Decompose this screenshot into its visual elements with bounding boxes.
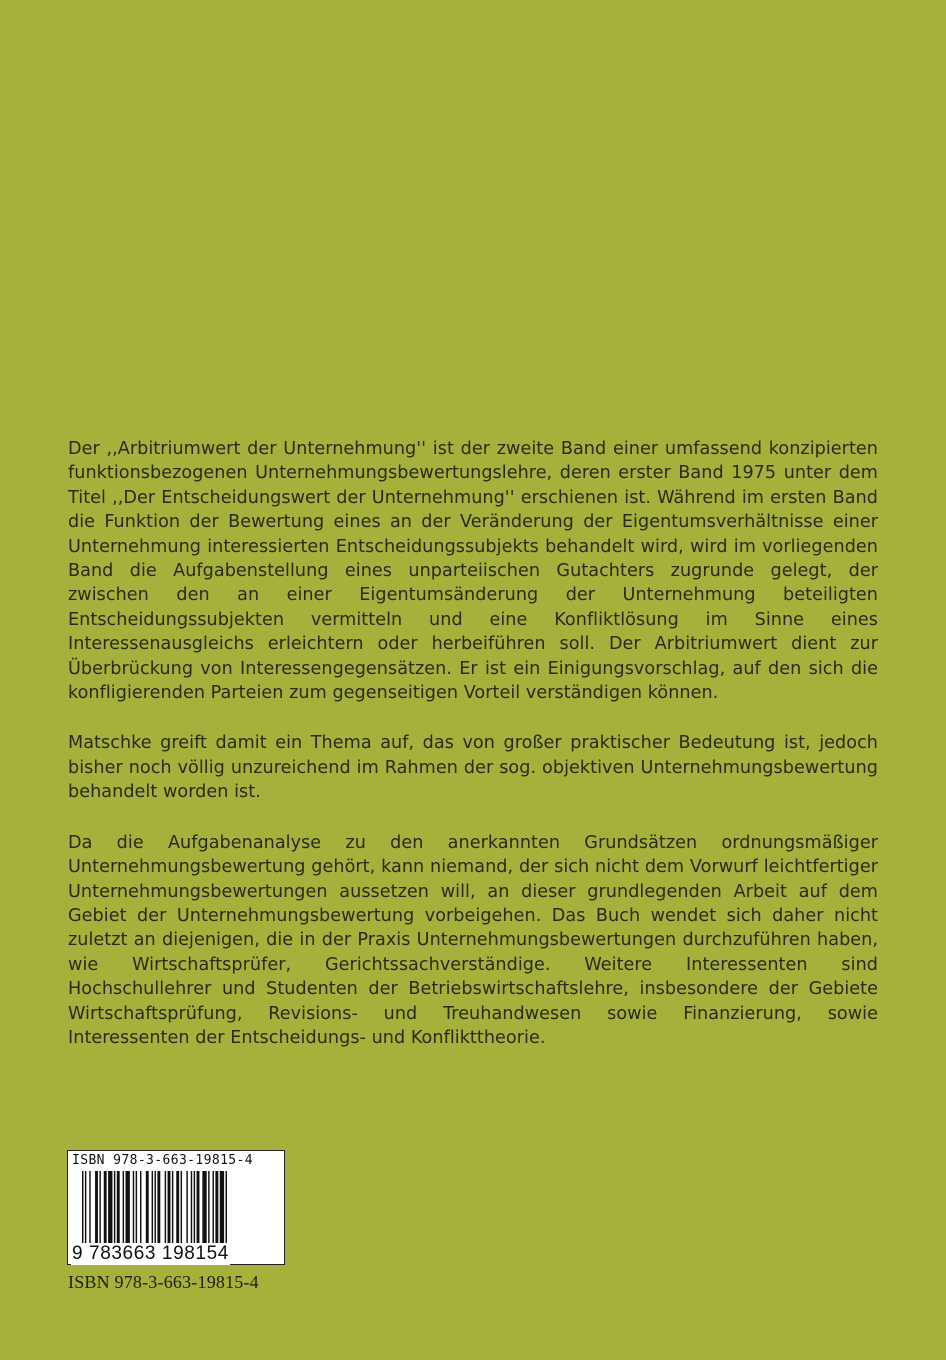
barcode-bar	[186, 1171, 187, 1245]
barcode-bar	[85, 1171, 86, 1245]
barcode-isbn-label: ISBN 978-3-663-19815-4	[72, 1153, 253, 1168]
barcode-bar	[176, 1171, 179, 1245]
barcode-bar	[202, 1171, 206, 1245]
barcode-bar	[95, 1171, 98, 1245]
isbn-barcode	[67, 1150, 285, 1265]
barcode-bar	[133, 1171, 134, 1245]
barcode-bar	[208, 1171, 209, 1245]
barcode-bar	[152, 1171, 153, 1245]
blurb-paragraph-1: Der ,,Arbitriumwert der Unternehmung'' ist der zweite Band einer umfassend konzipierten funktionsbezogenen Unternehmungsbewertungslehre, deren erster Band 1975 unter dem Titel ,,Der Entscheidungswert der Unternehmung'' erschienen ist. Während im ersten Band die Funktion der Bewertung eines an der Veränderung der Eigentumsverhältnisse einer Unternehmung interessierten Entscheidungssubjekts behandelt wird, wird im vorliegenden Band die Aufgabenstellung eines unparteiischen Gutachters zugrunde gelegt, der zwischen den an einer Eigentumsänderung der Unternehmung beteiligten Entscheidungssubjekten vermitteln und eine Konfliktlösung im Sinne eines Interessenausgleichs erleichtern oder herbeiführen soll. Der Arbitriumwert dient zur Überbrückung von Interessengegensätzen. Er ist ein Einigungsvorschlag, auf den sich die konfligierenden Parteien zum gegenseitigen Vorteil verständigen können.	[68, 439, 878, 704]
barcode-bar	[194, 1171, 195, 1245]
barcode-bar	[155, 1171, 156, 1245]
barcode-bar	[82, 1171, 83, 1245]
barcode-bar	[215, 1171, 218, 1245]
barcode-bar	[181, 1171, 182, 1245]
barcode-bar	[220, 1171, 224, 1245]
barcode-bar	[114, 1171, 115, 1245]
barcode-bar	[104, 1171, 107, 1245]
barcode-digits: 9 783663 198154	[72, 1243, 229, 1264]
barcode-bar	[157, 1171, 160, 1245]
blurb-paragraph-2: Matschke greift damit ein Thema auf, das von großer praktischer Bedeutung ist, jedoch bisher noch völlig unzureichend im Rahmen der sog. objektiven Unternehmungsbewertung behandelt worden ist.	[68, 733, 878, 803]
back-cover-blurb	[68, 437, 878, 1076]
blurb-paragraph-3: Da die Aufgabenanalyse zu den anerkannten Grundsätzen ordnungsmäßiger Unternehmungsbewertung gehört, kann niemand, der sich nicht dem Vorwurf leichtfertiger Unternehmungsbewertungen aussetzen will, an dieser grundlegenden Arbeit auf dem Gebiet der Unternehmungsbewertung vorbeigehen. Das Buch wendet sich daher nicht zuletzt an diejenigen, die in der Praxis Unternehmungsbewertungen durchzuführen haben, wie Wirtschaftsprüfer, Gerichtssachverständige. Weitere Interessenten sind Hochschullehrer und Studenten der Betriebswirtschaftslehre, insbesondere der Gebiete Wirtschaftsprüfung, Revisions- und Treuhandwesen sowie Finanzierung, sowie Interessenten der Entscheidungs- und Konflikttheorie.	[68, 832, 878, 1048]
barcode-bar	[123, 1171, 124, 1245]
barcode-bar	[136, 1171, 137, 1245]
barcode-bar	[108, 1171, 112, 1245]
barcode-bar	[191, 1171, 192, 1245]
barcode-bar	[117, 1171, 120, 1245]
barcode-bar	[89, 1171, 90, 1245]
barcode-bar	[126, 1171, 130, 1245]
barcode-bar	[140, 1171, 141, 1245]
barcode-bar	[213, 1171, 214, 1245]
isbn-footer: ISBN 978-3-663-19815-4	[68, 1272, 259, 1292]
barcode-bar	[226, 1171, 227, 1245]
barcode-bar	[165, 1171, 166, 1245]
barcode-bar	[146, 1171, 149, 1245]
barcode-bar	[99, 1171, 100, 1245]
barcode-bar	[172, 1171, 173, 1245]
barcode-bar	[168, 1171, 171, 1245]
barcode-bar	[197, 1171, 200, 1245]
